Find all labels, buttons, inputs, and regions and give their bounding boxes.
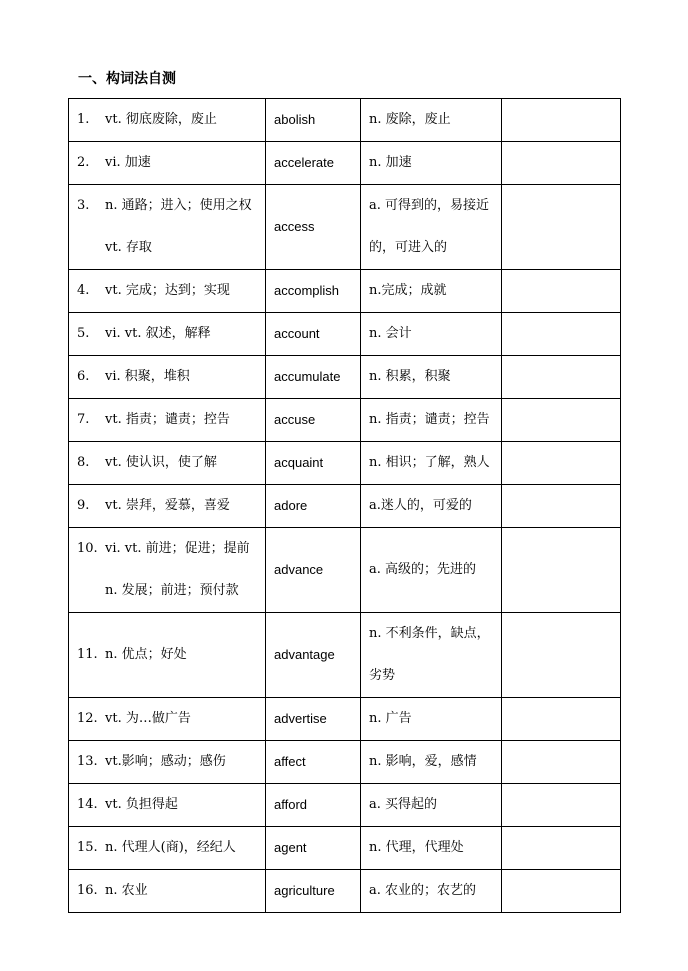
table-row (69, 399, 621, 442)
definition-text: vt.影响；感动；感伤 (105, 754, 226, 769)
word-cell: accomplish (266, 270, 361, 313)
definition-text: n. 优点；好处 (105, 647, 187, 662)
definition-cell (69, 698, 266, 741)
derivative-text: n. 不利条件，缺点， (369, 626, 490, 641)
word-cell: abolish (266, 99, 361, 142)
answer-cell (502, 784, 621, 827)
derivative-cell (361, 698, 502, 741)
row-number: 15. (77, 840, 98, 855)
table-row (69, 485, 621, 528)
definition-cell (69, 784, 266, 827)
definition-text: vt. 完成；达到；实现 (105, 283, 230, 298)
definition-cell (69, 356, 266, 399)
table-row (69, 827, 621, 870)
definition-cell (69, 313, 266, 356)
definition-text: vi. 加速 (105, 155, 151, 170)
row-number: 5. (77, 326, 90, 341)
definition-text: n. 通路；进入；使用之权 (105, 198, 252, 213)
answer-cell (502, 870, 621, 913)
table-row (69, 99, 621, 142)
row-number: 7. (77, 412, 90, 427)
word-cell: agriculture (266, 870, 361, 913)
table-row (69, 613, 621, 698)
answer-cell (502, 613, 621, 698)
row-number: 1. (77, 112, 90, 127)
word-cell: advance (266, 528, 361, 613)
table-row (69, 356, 621, 399)
definition-cell (69, 270, 266, 313)
table-row (69, 442, 621, 485)
definition-text: vt. 为…做广告 (105, 711, 191, 726)
definition-cell (69, 613, 266, 698)
derivative-cell (361, 399, 502, 442)
answer-cell (502, 99, 621, 142)
row-number: 6. (77, 369, 90, 384)
definition-text: vi. 积聚，堆积 (105, 369, 190, 384)
word-cell: access (266, 185, 361, 270)
derivative-cell (361, 142, 502, 185)
answer-cell (502, 698, 621, 741)
derivative-text: n. 会计 (369, 326, 412, 341)
definition-text: n. 代理人(商)，经纪人 (105, 840, 236, 855)
table-row (69, 870, 621, 913)
word-cell: account (266, 313, 361, 356)
derivative-text: n. 指责；谴责；控告 (369, 412, 490, 427)
derivative-cell (361, 528, 502, 613)
answer-cell (502, 741, 621, 784)
row-number: 9. (77, 498, 90, 513)
section-heading: 一、构词法自测 (78, 71, 176, 87)
table-row (69, 185, 621, 270)
derivative-text: 劣势 (369, 668, 396, 683)
word-cell: accuse (266, 399, 361, 442)
definition-cell (69, 399, 266, 442)
derivative-cell (361, 827, 502, 870)
derivative-cell (361, 356, 502, 399)
derivative-text: 的，可进入的 (369, 240, 448, 255)
word-cell: acquaint (266, 442, 361, 485)
derivative-cell (361, 270, 502, 313)
word-cell: advertise (266, 698, 361, 741)
table-row (69, 698, 621, 741)
row-number: 8. (77, 455, 90, 470)
derivative-cell (361, 99, 502, 142)
derivative-text: a. 农业的；农艺的 (369, 883, 477, 898)
derivative-text: a. 可得到的，易接近 (369, 198, 490, 213)
table-row (69, 270, 621, 313)
definition-text: vt. 彻底废除，废止 (105, 112, 217, 127)
word-cell: affect (266, 741, 361, 784)
derivative-cell (361, 741, 502, 784)
definition-cell (69, 827, 266, 870)
definition-cell (69, 485, 266, 528)
answer-cell (502, 442, 621, 485)
definition-text: vi. vt. 叙述，解释 (105, 326, 211, 341)
answer-cell (502, 827, 621, 870)
derivative-cell (361, 185, 502, 270)
word-cell: adore (266, 485, 361, 528)
answer-cell (502, 270, 621, 313)
answer-cell (502, 142, 621, 185)
derivative-text: a. 买得起的 (369, 797, 438, 812)
definition-text: n. 发展；前进；预付款 (105, 583, 239, 598)
definition-cell (69, 442, 266, 485)
row-number: 12. (77, 711, 98, 726)
row-number: 10. (77, 541, 98, 556)
definition-text: vt. 负担得起 (105, 797, 178, 812)
table-row (69, 313, 621, 356)
derivative-text: n. 加速 (369, 155, 412, 170)
derivative-cell (361, 613, 502, 698)
definition-text: vt. 存取 (105, 240, 152, 255)
word-cell: accelerate (266, 142, 361, 185)
answer-cell (502, 485, 621, 528)
row-number: 16. (77, 883, 98, 898)
definition-text: n. 农业 (105, 883, 148, 898)
derivative-text: a.迷人的，可爱的 (369, 498, 472, 513)
definition-text: vt. 崇拜，爱慕，喜爱 (105, 498, 230, 513)
derivative-text: n.完成；成就 (369, 283, 447, 298)
derivative-text: n. 相识；了解，熟人 (369, 455, 490, 470)
definition-cell (69, 185, 266, 270)
definition-cell (69, 528, 266, 613)
answer-cell (502, 313, 621, 356)
derivative-cell (361, 442, 502, 485)
table-row (69, 528, 621, 613)
row-number: 2. (77, 155, 90, 170)
derivative-text: n. 影响，爱，感情 (369, 754, 477, 769)
definition-text: vt. 使认识，使了解 (105, 455, 217, 470)
definition-cell (69, 870, 266, 913)
vocab-table (68, 98, 621, 913)
definition-text: vt. 指责；谴责；控告 (105, 412, 230, 427)
definition-cell (69, 99, 266, 142)
definition-text: vi. vt. 前进；促进；提前 (105, 541, 250, 556)
table-row (69, 784, 621, 827)
word-cell: accumulate (266, 356, 361, 399)
row-number: 13. (77, 754, 98, 769)
row-number: 14. (77, 797, 98, 812)
answer-cell (502, 528, 621, 613)
derivative-cell (361, 870, 502, 913)
derivative-text: n. 代理，代理处 (369, 840, 464, 855)
answer-cell (502, 399, 621, 442)
derivative-text: n. 广告 (369, 711, 412, 726)
definition-cell (69, 142, 266, 185)
table-row (69, 741, 621, 784)
row-number: 4. (77, 283, 90, 298)
derivative-text: a. 高级的；先进的 (369, 562, 477, 577)
derivative-cell (361, 485, 502, 528)
answer-cell (502, 185, 621, 270)
definition-cell (69, 741, 266, 784)
table-row (69, 142, 621, 185)
row-number: 11. (77, 647, 98, 662)
word-cell: advantage (266, 613, 361, 698)
derivative-cell (361, 313, 502, 356)
word-cell: agent (266, 827, 361, 870)
derivative-cell (361, 784, 502, 827)
derivative-text: n. 废除，废止 (369, 112, 451, 127)
word-cell: afford (266, 784, 361, 827)
row-number: 3. (77, 198, 90, 213)
derivative-text: n. 积累，积聚 (369, 369, 451, 384)
answer-cell (502, 356, 621, 399)
